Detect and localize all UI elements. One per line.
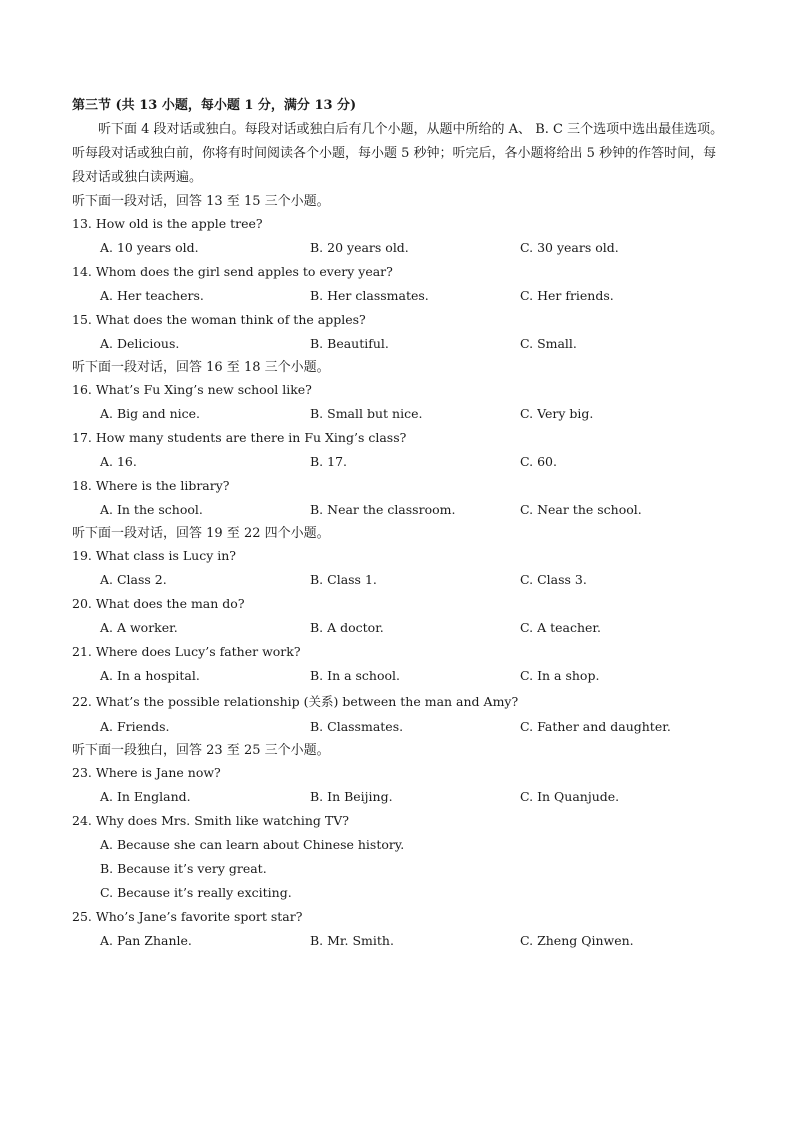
- group-heading: 听下面一段对话，回答 16 至 18 三个小题。: [72, 360, 330, 375]
- option-b: B. Classmates.: [310, 719, 404, 734]
- section-instructions: 听下面 4 段对话或独白。每段对话或独白后有几个小题，从题中所给的 A、 B. C 三个选项中选出最佳选项。听每段对话或独白前，你将有时间阅读各个小题，每小题 5 秒钟；听完后，各小题将给出 5 秒钟的作答时间，每段对话或独白读两遍。: [72, 122, 724, 185]
- option-a: A. Pan Zhanle.: [100, 933, 192, 948]
- group-heading: 听下面一段对话，回答 13 至 15 三个小题。: [72, 194, 330, 209]
- options-row: [72, 929, 724, 953]
- option-c: C. Very big.: [520, 406, 594, 421]
- options-row: [72, 568, 724, 592]
- question-18: 18. Where is the library?: [72, 478, 230, 493]
- options-row: [72, 450, 724, 474]
- option-c: C. 60.: [520, 454, 557, 469]
- option-b: B. 20 years old.: [310, 240, 409, 255]
- option-b: B. Mr. Smith.: [310, 933, 394, 948]
- question-25: 25. Who’s Jane’s favorite sport star?: [72, 909, 303, 924]
- option-a: A. A worker.: [100, 620, 178, 635]
- options-row: [72, 402, 724, 426]
- option-b: B. In Beijing.: [310, 789, 393, 804]
- question-20: 20. What does the man do?: [72, 596, 245, 611]
- exam-page: [72, 96, 724, 953]
- option-a: A. Delicious.: [100, 336, 180, 351]
- option-c: C. A teacher.: [520, 620, 601, 635]
- section-title: 第三节 (共 13 小题，每小题 1 分，满分 13 分): [72, 98, 357, 113]
- option-b: B. In a school.: [310, 668, 401, 683]
- option-b: B. Because it’s very great.: [100, 861, 267, 876]
- question-16: 16. What’s Fu Xing’s new school like?: [72, 382, 312, 397]
- option-a: A. 10 years old.: [100, 240, 199, 255]
- question-24: 24. Why does Mrs. Smith like watching TV?: [72, 813, 349, 828]
- question-14: 14. Whom does the girl send apples to every year?: [72, 264, 393, 279]
- option-b: B. A doctor.: [310, 620, 384, 635]
- question-15: 15. What does the woman think of the apples?: [72, 312, 366, 327]
- question-21: 21. Where does Lucy’s father work?: [72, 644, 301, 659]
- options-row: [72, 785, 724, 809]
- option-a: A. Her teachers.: [100, 288, 204, 303]
- question-17: 17. How many students are there in Fu Xing’s class?: [72, 430, 407, 445]
- option-b: B. Beautiful.: [310, 336, 389, 351]
- option-c: C. Zheng Qinwen.: [520, 933, 634, 948]
- option-a: A. In England.: [100, 789, 191, 804]
- option-b: B. Small but nice.: [310, 406, 423, 421]
- question-22: 22. What’s the possible relationship (关系) between the man and Amy?: [72, 694, 519, 709]
- group-heading: 听下面一段独白，回答 23 至 25 三个小题。: [72, 743, 330, 758]
- option-b: B. 17.: [310, 454, 348, 469]
- question-23: 23. Where is Jane now?: [72, 765, 221, 780]
- option-b: B. Near the classroom.: [310, 502, 456, 517]
- options-row: [72, 715, 724, 739]
- question-19: 19. What class is Lucy in?: [72, 548, 236, 563]
- option-a: A. Friends.: [100, 719, 170, 734]
- option-c: C. Father and daughter.: [520, 719, 671, 734]
- option-c: C. Because it’s really exciting.: [100, 885, 292, 900]
- option-b: B. Class 1.: [310, 572, 377, 587]
- group-heading: 听下面一段对话，回答 19 至 22 四个小题。: [72, 526, 330, 541]
- question-13: 13. How old is the apple tree?: [72, 216, 263, 231]
- options-row: [72, 236, 724, 260]
- options-row: [72, 664, 724, 688]
- options-row: [72, 498, 724, 522]
- option-c: C. Small.: [520, 336, 577, 351]
- option-c: C. In a shop.: [520, 668, 600, 683]
- options-row: [72, 616, 724, 640]
- option-a: A. Big and nice.: [100, 406, 201, 421]
- option-c: C. Class 3.: [520, 572, 587, 587]
- options-row: [72, 332, 724, 356]
- option-a: A. 16.: [100, 454, 137, 469]
- option-a: A. In the school.: [100, 502, 203, 517]
- option-c: C. 30 years old.: [520, 240, 619, 255]
- option-c: C. Near the school.: [520, 502, 642, 517]
- options-row: [72, 284, 724, 308]
- option-b: B. Her classmates.: [310, 288, 429, 303]
- option-a: A. Because she can learn about Chinese history.: [100, 837, 405, 852]
- option-c: C. Her friends.: [520, 288, 614, 303]
- option-c: C. In Quanjude.: [520, 789, 620, 804]
- option-a: A. Class 2.: [100, 572, 167, 587]
- option-a: A. In a hospital.: [100, 668, 200, 683]
